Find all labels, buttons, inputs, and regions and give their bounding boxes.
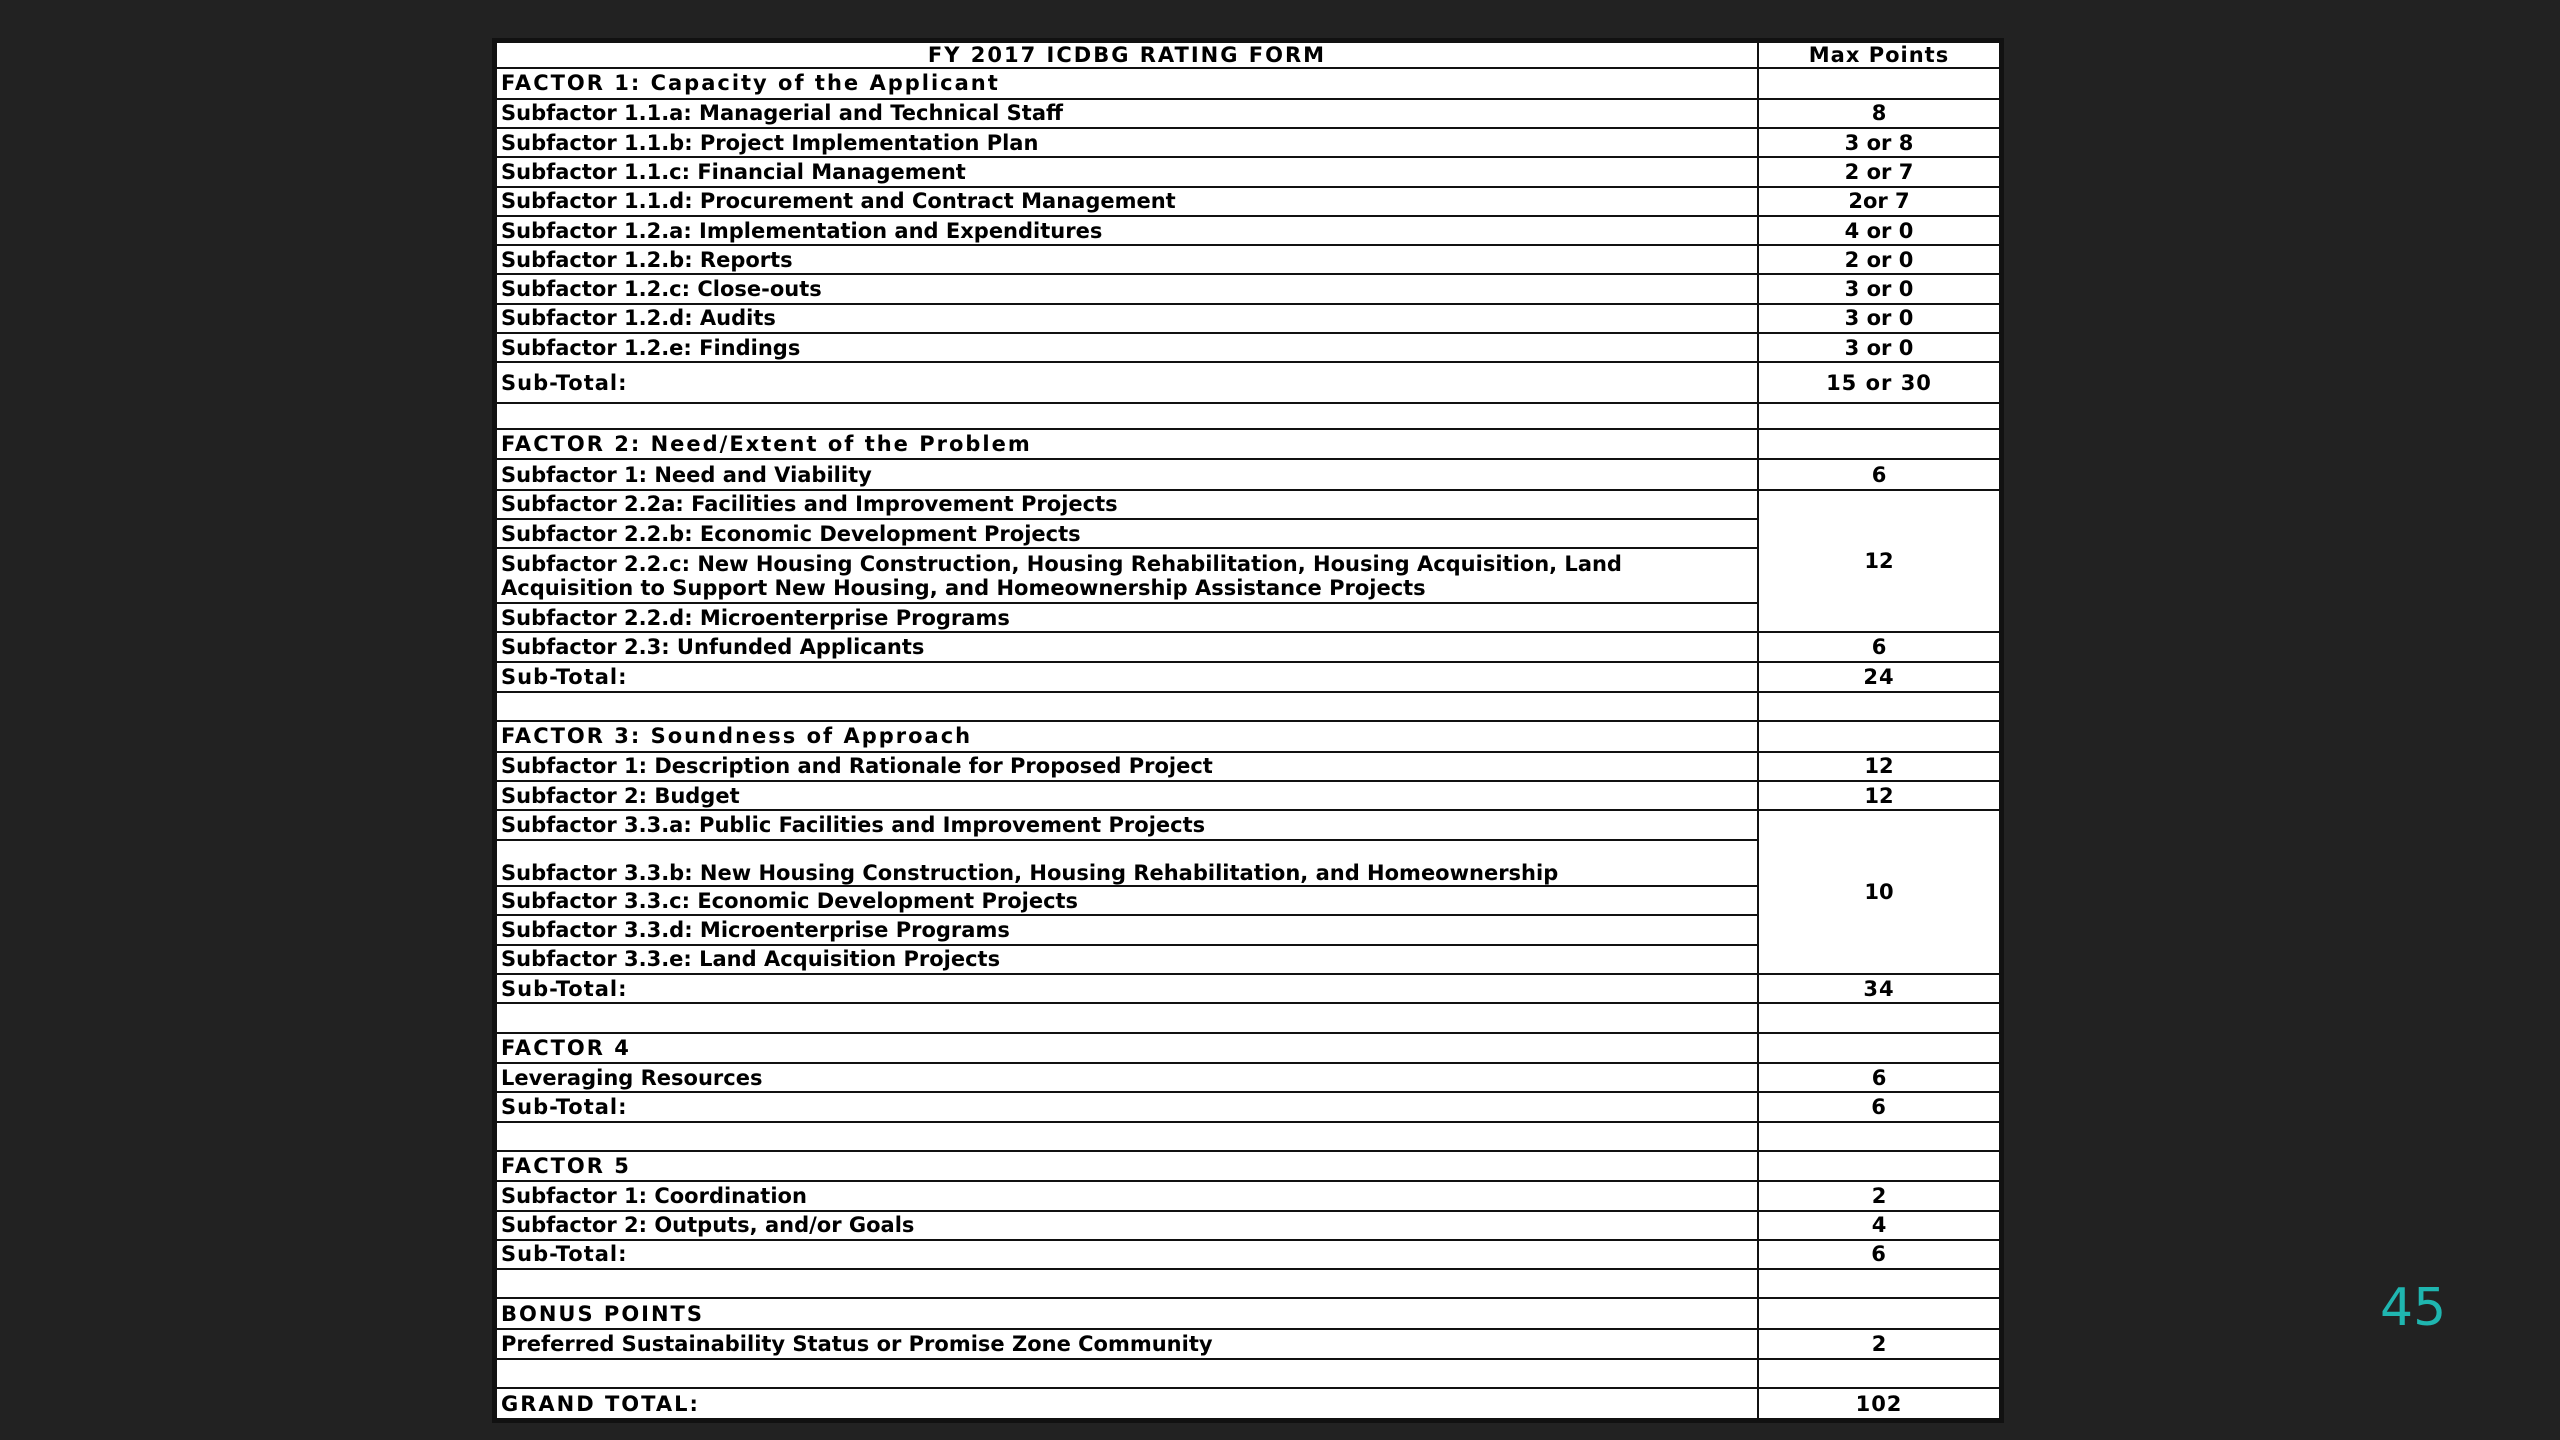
row-label: Subfactor 1.2.a: Implementation and Expenditures	[496, 216, 1758, 245]
bonus-heading: BONUS POINTS	[496, 1298, 1758, 1328]
subtotal-label: Sub-Total:	[496, 974, 1758, 1003]
row-points: 2	[1758, 1329, 2000, 1359]
row-points: 6	[1758, 459, 2000, 489]
spacer-row	[496, 692, 2000, 721]
group-points: 12	[1758, 490, 2000, 633]
row-label: Subfactor 3.3.b: New Housing Construction, Housing Rehabilitation, and Homeownership	[496, 840, 1758, 887]
row-label: Subfactor 1.2.b: Reports	[496, 245, 1758, 274]
row-points: 4	[1758, 1211, 2000, 1240]
table-row	[496, 1211, 2000, 1240]
row-label: Subfactor 2.3: Unfunded Applicants	[496, 632, 1758, 661]
row-label: Subfactor 1.2.e: Findings	[496, 333, 1758, 362]
factor-4-heading: FACTOR 4	[496, 1033, 1758, 1063]
factor-4-heading-row	[496, 1033, 2000, 1063]
empty-cell	[1758, 1033, 2000, 1063]
row-label: Subfactor 1.1.c: Financial Management	[496, 157, 1758, 186]
row-label: Subfactor 2: Budget	[496, 781, 1758, 810]
empty-cell	[496, 1269, 1758, 1298]
row-label: Subfactor 3.3.a: Public Facilities and Improvement Projects	[496, 810, 1758, 839]
table-row	[496, 490, 2000, 519]
empty-cell	[496, 1122, 1758, 1151]
grand-total-row	[496, 1388, 2000, 1419]
max-points-header: Max Points	[1758, 42, 2000, 68]
subtotal-points: 6	[1758, 1092, 2000, 1121]
rating-form	[492, 38, 2004, 1423]
row-label: Subfactor 1.2.c: Close-outs	[496, 274, 1758, 303]
row-label: Subfactor 3.3.d: Microenterprise Programs	[496, 915, 1758, 944]
factor-1-heading-row	[496, 68, 2000, 98]
factor-3-heading: FACTOR 3: Soundness of Approach	[496, 721, 1758, 751]
rating-table	[495, 41, 2001, 1420]
table-row	[496, 245, 2000, 274]
table-row	[496, 128, 2000, 157]
empty-cell	[496, 1003, 1758, 1032]
table-row	[496, 752, 2000, 781]
factor-5-heading-row	[496, 1151, 2000, 1181]
row-label: Subfactor 3.3.c: Economic Development Projects	[496, 886, 1758, 915]
row-points: 3 or 0	[1758, 333, 2000, 362]
table-row	[496, 274, 2000, 303]
row-label: Subfactor 1.2.d: Audits	[496, 304, 1758, 333]
row-label: Subfactor 2.2a: Facilities and Improvement Projects	[496, 490, 1758, 519]
empty-cell	[1758, 403, 2000, 429]
row-points: 2 or 0	[1758, 245, 2000, 274]
table-row	[496, 333, 2000, 362]
row-label: Subfactor 2.2.b: Economic Development Projects	[496, 519, 1758, 548]
factor-2-subtotal-row	[496, 662, 2000, 692]
subtotal-points: 24	[1758, 662, 2000, 692]
table-row	[496, 459, 2000, 489]
subtotal-label: Sub-Total:	[496, 362, 1758, 402]
table-header-row	[496, 42, 2000, 68]
page-number: 45	[2380, 1278, 2447, 1338]
row-label: Subfactor 2: Outputs, and/or Goals	[496, 1211, 1758, 1240]
subtotal-label: Sub-Total:	[496, 1240, 1758, 1269]
row-label: Subfactor 1: Coordination	[496, 1181, 1758, 1210]
row-points: 4 or 0	[1758, 216, 2000, 245]
table-row	[496, 99, 2000, 128]
group-points: 10	[1758, 810, 2000, 974]
subtotal-label: Sub-Total:	[496, 662, 1758, 692]
factor-5-heading: FACTOR 5	[496, 1151, 1758, 1181]
table-row	[496, 1329, 2000, 1359]
grand-total-points: 102	[1758, 1388, 2000, 1419]
factor-5-subtotal-row	[496, 1240, 2000, 1269]
row-label: Subfactor 1: Description and Rationale for Proposed Project	[496, 752, 1758, 781]
empty-cell	[1758, 1003, 2000, 1032]
bonus-heading-row	[496, 1298, 2000, 1328]
row-points: 6	[1758, 1063, 2000, 1092]
factor-3-subtotal-row	[496, 974, 2000, 1003]
table-row	[496, 781, 2000, 810]
table-row	[496, 187, 2000, 216]
empty-cell	[1758, 692, 2000, 721]
spacer-row	[496, 1122, 2000, 1151]
spacer-row	[496, 1359, 2000, 1388]
empty-cell	[496, 403, 1758, 429]
table-row	[496, 1181, 2000, 1210]
row-points: 3 or 0	[1758, 304, 2000, 333]
empty-cell	[1758, 68, 2000, 98]
factor-4-subtotal-row	[496, 1092, 2000, 1121]
empty-cell	[1758, 1151, 2000, 1181]
factor-1-subtotal-row	[496, 362, 2000, 402]
row-label: Subfactor 1: Need and Viability	[496, 459, 1758, 489]
row-points: 8	[1758, 99, 2000, 128]
row-label: Preferred Sustainability Status or Promise Zone Community	[496, 1329, 1758, 1359]
empty-cell	[1758, 1269, 2000, 1298]
row-label: Subfactor 2.2.c: New Housing Construction, Housing Rehabilitation, Housing Acquisition, Land Acquisition to Support New Housing, and Homeownership Assistance Projects	[496, 548, 1758, 603]
empty-cell	[496, 1359, 1758, 1388]
row-points: 6	[1758, 632, 2000, 661]
subtotal-points: 34	[1758, 974, 2000, 1003]
table-row	[496, 1063, 2000, 1092]
row-label: Subfactor 1.1.a: Managerial and Technical Staff	[496, 99, 1758, 128]
row-label: Subfactor 1.1.d: Procurement and Contract Management	[496, 187, 1758, 216]
spacer-row	[496, 1003, 2000, 1032]
factor-2-heading-row	[496, 429, 2000, 459]
row-points: 3 or 8	[1758, 128, 2000, 157]
row-points: 12	[1758, 781, 2000, 810]
empty-cell	[1758, 1122, 2000, 1151]
subtotal-label: Sub-Total:	[496, 1092, 1758, 1121]
row-label: Subfactor 2.2.d: Microenterprise Programs	[496, 603, 1758, 632]
empty-cell	[496, 692, 1758, 721]
table-row	[496, 157, 2000, 186]
table-row	[496, 810, 2000, 839]
table-row	[496, 632, 2000, 661]
factor-2-heading: FACTOR 2: Need/Extent of the Problem	[496, 429, 1758, 459]
empty-cell	[1758, 1298, 2000, 1328]
table-row	[496, 304, 2000, 333]
row-points: 2	[1758, 1181, 2000, 1210]
table-row	[496, 216, 2000, 245]
empty-cell	[1758, 721, 2000, 751]
subtotal-points: 6	[1758, 1240, 2000, 1269]
empty-cell	[1758, 429, 2000, 459]
row-label: Leveraging Resources	[496, 1063, 1758, 1092]
spacer-row	[496, 403, 2000, 429]
row-points: 12	[1758, 752, 2000, 781]
subtotal-points: 15 or 30	[1758, 362, 2000, 402]
row-points: 2or 7	[1758, 187, 2000, 216]
empty-cell	[1758, 1359, 2000, 1388]
row-points: 3 or 0	[1758, 274, 2000, 303]
factor-3-heading-row	[496, 721, 2000, 751]
row-points: 2 or 7	[1758, 157, 2000, 186]
factor-1-heading: FACTOR 1: Capacity of the Applicant	[496, 68, 1758, 98]
grand-total-label: GRAND TOTAL:	[496, 1388, 1758, 1419]
row-label: Subfactor 1.1.b: Project Implementation Plan	[496, 128, 1758, 157]
row-label: Subfactor 3.3.e: Land Acquisition Projects	[496, 945, 1758, 974]
spacer-row	[496, 1269, 2000, 1298]
form-title: FY 2017 ICDBG RATING FORM	[496, 42, 1758, 68]
